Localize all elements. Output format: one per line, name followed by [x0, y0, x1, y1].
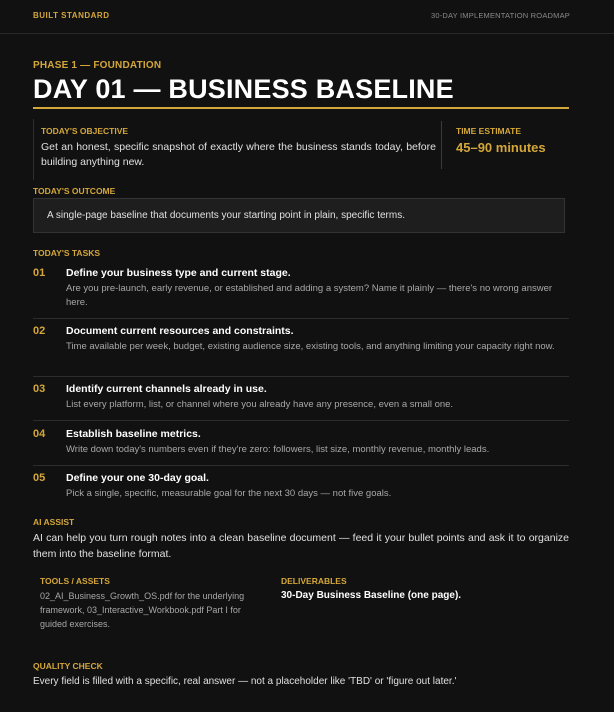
task-number: 01 — [33, 267, 46, 279]
task-number: 02 — [33, 325, 46, 337]
time-estimate-label: TIME ESTIMATE — [456, 126, 522, 136]
task-title: Establish baseline metrics. — [66, 428, 201, 440]
task-title: Identify current channels already in use. — [66, 383, 267, 395]
outcome-label: TODAY'S OUTCOME — [33, 186, 116, 196]
ai-assist-label: AI ASSIST — [33, 517, 75, 527]
roadmap-title: 30-DAY IMPLEMENTATION ROADMAP — [430, 11, 570, 20]
outcome-box — [33, 198, 565, 233]
objective-text: Get an honest, specific snapshot of exactly where the business stands today, before building anything new. — [41, 141, 436, 168]
task-description: List every platform, list, or channel where you already have any presence, even a small one. — [66, 399, 454, 410]
page-title: DAY 01 — BUSINESS BASELINE — [33, 74, 454, 104]
task-divider — [33, 465, 569, 466]
task-number: 03 — [33, 383, 46, 395]
task-description: Write down today's numbers even if they're zero: followers, list size, monthly revenue, monthly leads. — [66, 444, 490, 455]
quality-check-text: Every field is filled with a specific, real answer — not a placeholder like 'TBD' or 'figure out later.' — [33, 676, 457, 687]
task-number: 04 — [33, 428, 46, 440]
tools-label: TOOLS / ASSETS — [40, 576, 110, 586]
top-bar — [0, 0, 614, 34]
task-title: Define your business type and current stage. — [66, 267, 291, 279]
deliverables-label: DELIVERABLES — [281, 576, 347, 586]
task-description: Are you pre-launch, early revenue, or established and adding a system? Name it plainly — there's no wrong answer here. — [66, 283, 553, 308]
task-title: Document current resources and constraints. — [66, 325, 294, 337]
task-divider — [33, 318, 569, 319]
deliverables-text: 30-Day Business Baseline (one page). — [281, 590, 462, 601]
brand-name: BUILT STANDARD — [33, 11, 110, 20]
tasks-label: TODAY'S TASKS — [33, 248, 101, 258]
objective-divider — [441, 121, 442, 169]
task-divider — [33, 376, 569, 377]
objective-box — [33, 119, 569, 180]
ai-assist-text: AI can help you turn rough notes into a clean baseline document — feed it your bullet points and ask it to organize them into the baseline format. — [33, 532, 569, 560]
time-estimate-value: 45–90 minutes — [456, 140, 546, 155]
objective-label: TODAY'S OBJECTIVE — [41, 126, 129, 136]
task-divider — [33, 420, 569, 421]
outcome-text: A single-page baseline that documents your starting point in plain, specific terms. — [47, 210, 405, 221]
title-rule — [33, 107, 569, 109]
quality-check-label: QUALITY CHECK — [33, 661, 103, 671]
tools-text: 02_AI_Business_Growth_OS.pdf for the underlying framework, 03_Interactive_Workbook.pdf Part I for guided exercises. — [40, 591, 245, 629]
task-title: Define your one 30-day goal. — [66, 472, 209, 484]
task-description: Pick a single, specific, measurable goal for the next 30 days — not five goals. — [66, 488, 392, 499]
task-description: Time available per week, budget, existing audience size, existing tools, and anything limiting your capacity right now. — [66, 341, 555, 352]
task-number: 05 — [33, 472, 46, 484]
phase-label: PHASE 1 — FOUNDATION — [33, 60, 162, 71]
